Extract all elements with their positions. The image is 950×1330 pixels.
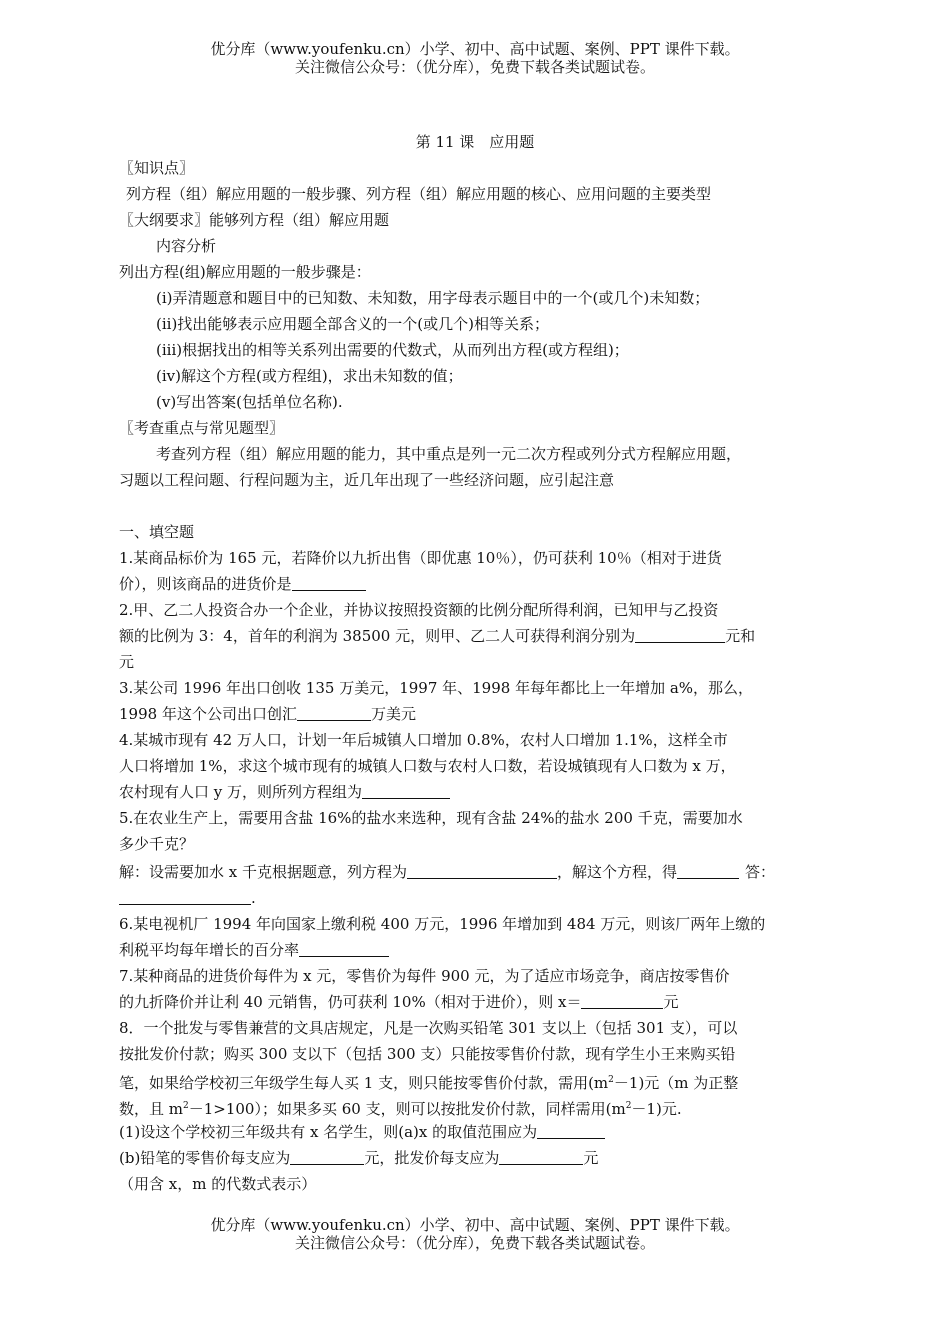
question-3-text: 1998 年这个公司出口创汇 bbox=[119, 705, 297, 723]
superscript: 2 bbox=[183, 1101, 189, 1111]
step-item: (iii)根据找出的相等关系列出需要的代数式，从而列出方程(或方程组)； bbox=[156, 341, 629, 359]
question-5-line: 5.在农业生产上，需要用含盐 16%的盐水来选种，现有含盐 24%的盐水 200 千克，需要加水 bbox=[119, 809, 743, 827]
question-7-line bbox=[119, 990, 678, 1014]
question-1-line: 1.某商品标价为 165 元，若降价以九折出售（即优惠 10％），仍可获利 10％（相对于进货 bbox=[119, 549, 722, 567]
superscript: 2 bbox=[608, 1075, 614, 1085]
answer-blank[interactable] bbox=[407, 862, 557, 879]
question-3-line: 3.某公司 1996 年出口创收 135 万美元，1997 年、1998 年每年都比上一年增加 a%，那么， bbox=[119, 679, 754, 697]
answer-blank[interactable] bbox=[297, 704, 371, 721]
focus-text: 习题以工程问题、行程问题为主，近几年出现了一些经济问题，应引起注意 bbox=[119, 471, 615, 489]
question-8-text: －1>100）；如果多买 60 支，则可以按批发价付款，同样需用(m bbox=[188, 1100, 626, 1118]
question-4-line: 人口将增加 1%，求这个城市现有的城镇人口数与农村人口数，若设城镇现有人口数为 x 万， bbox=[119, 757, 736, 775]
content-analysis-heading: 内容分析 bbox=[156, 237, 217, 255]
focus-text: 考查列方程（组）解应用题的能力，其中重点是列一元二次方程或列分式方程解应用题， bbox=[156, 445, 742, 463]
superscript: 2 bbox=[625, 1101, 632, 1111]
question-2-line: 元 bbox=[119, 653, 135, 671]
question-6-line bbox=[119, 938, 389, 962]
section-heading: 一、填空题 bbox=[119, 523, 195, 541]
question-1-text: 价），则该商品的进货价是 bbox=[119, 575, 292, 593]
step-item: (ii)找出能够表示应用题全部含义的一个(或几个)相等关系； bbox=[156, 315, 550, 333]
step-item: (i)弄清题意和题目中的已知数、未知数，用字母表示题目中的一个(或几个)未知数； bbox=[156, 289, 710, 307]
question-8-line bbox=[119, 1094, 682, 1121]
question-8-line bbox=[119, 1120, 605, 1144]
question-2-text: 额的比例为 3：4，首年的利润为 38500 元，则甲、乙二人可获得利润分别为 bbox=[119, 627, 636, 645]
answer-blank[interactable] bbox=[290, 1148, 364, 1165]
knowledge-heading: 〖知识点〗 bbox=[119, 159, 195, 177]
solution-text: ，解这个方程，得 bbox=[557, 863, 678, 881]
footer-line-1: 优分库（www.youfenku.cn）小学、初中、高中试题、案例、PPT 课件下载。 bbox=[210, 1216, 740, 1234]
question-8-text: (b)铅笔的零售价每支应为 bbox=[119, 1149, 291, 1167]
question-8-line bbox=[119, 1146, 598, 1170]
solution-text: 解：设需要加水 x 千克根据题意，列方程为 bbox=[119, 863, 407, 881]
answer-blank[interactable] bbox=[362, 782, 450, 799]
question-8-unit: 元 bbox=[583, 1149, 599, 1167]
question-4-line bbox=[119, 780, 450, 804]
question-2-line: 2.甲、乙二人投资合办一个企业，并协议按照投资额的比例分配所得利润，已知甲与乙投资 bbox=[119, 601, 719, 619]
question-8-line: （用含 x，m 的代数式表示） bbox=[119, 1175, 317, 1193]
answer-blank[interactable] bbox=[299, 940, 389, 957]
answer-blank[interactable] bbox=[499, 1148, 583, 1165]
answer-blank[interactable] bbox=[677, 862, 739, 879]
footer-line-2: 关注微信公众号：（优分库），免费下载各类试题试卷。 bbox=[294, 1234, 655, 1252]
question-3-line bbox=[119, 702, 416, 726]
question-8-text: －1)元（m 为正整 bbox=[613, 1074, 739, 1092]
question-4-line: 4.某城市现有 42 万人口，计划一年后城镇人口增加 0.8%，农村人口增加 1.1%，这样全市 bbox=[119, 731, 728, 749]
question-8-line bbox=[119, 1068, 738, 1095]
solution-answer-label: 答： bbox=[745, 863, 776, 881]
question-8-line: 按批发价付款；购买 300 支以下（包括 300 支）只能按零售价付款，现有学生小王来购买铅 bbox=[119, 1045, 736, 1063]
step-item: (iv)解这个方程(或方程组)，求出未知数的值； bbox=[156, 367, 463, 385]
question-8-text: (1)设这个学校初三年级共有 x 名学生，则(a)x 的取值范围应为 bbox=[119, 1123, 538, 1141]
header-line-2: 关注微信公众号：（优分库），免费下载各类试题试卷。 bbox=[294, 58, 655, 76]
knowledge-text: 列方程（组）解应用题的一般步骤、列方程（组）解应用题的核心、应用问题的主要类型 bbox=[126, 185, 712, 203]
question-8-line: 8．一个批发与零售兼营的文具店规定，凡是一次购买铅笔 301 支以上（包括 301 支），可以 bbox=[119, 1019, 738, 1037]
question-5-line: 多少千克？ bbox=[119, 835, 195, 853]
answer-blank[interactable] bbox=[581, 992, 663, 1009]
answer-blank[interactable] bbox=[635, 626, 725, 643]
question-8-text: 元，批发价每支应为 bbox=[364, 1149, 500, 1167]
question-5-solution bbox=[119, 860, 775, 884]
question-2-line bbox=[119, 624, 755, 648]
lesson-title: 第 11 课 应用题 bbox=[415, 133, 535, 151]
answer-blank[interactable] bbox=[537, 1122, 605, 1139]
header-line-1: 优分库（www.youfenku.cn）小学、初中、高中试题、案例、PPT 课件下载。 bbox=[210, 40, 740, 58]
answer-blank[interactable] bbox=[292, 574, 366, 591]
question-4-text: 农村现有人口 y 万，则所列方程组为 bbox=[119, 783, 363, 801]
focus-heading: 〖考查重点与常见题型〗 bbox=[119, 419, 285, 437]
question-7-text: 的九折降价并让利 40 元销售，仍可获利 10%（相对于进价），则 x＝ bbox=[119, 993, 582, 1011]
answer-blank[interactable] bbox=[119, 888, 251, 905]
question-7-line: 7.某种商品的进货价每件为 x 元，零售价为每件 900 元，为了适应市场竞争，商店按零售价 bbox=[119, 967, 730, 985]
question-8-text: －1)元. bbox=[631, 1100, 682, 1118]
question-7-unit: 元 bbox=[663, 993, 679, 1011]
syllabus-requirement: 〖大纲要求〗能够列方程（组）解应用题 bbox=[119, 211, 390, 229]
question-3-unit: 万美元 bbox=[370, 705, 416, 723]
question-8-text: 数，且 m bbox=[119, 1100, 183, 1118]
question-6-line: 6.某电视机厂 1994 年向国家上缴利税 400 万元，1996 年增加到 484 万元，则该厂两年上缴的 bbox=[119, 915, 766, 933]
question-6-text: 利税平均每年增长的百分率 bbox=[119, 941, 300, 959]
question-1-line bbox=[119, 572, 366, 596]
steps-intro: 列出方程(组)解应用题的一般步骤是： bbox=[119, 263, 371, 281]
step-item: (v)写出答案(包括单位名称). bbox=[156, 393, 343, 411]
question-5-solution bbox=[119, 886, 256, 910]
question-2-unit: 元和 bbox=[725, 627, 756, 645]
solution-end: . bbox=[251, 889, 256, 907]
question-8-text: 笔，如果给学校初三年级学生每人买 1 支，则只能按零售价付款，需用(m bbox=[119, 1074, 609, 1092]
